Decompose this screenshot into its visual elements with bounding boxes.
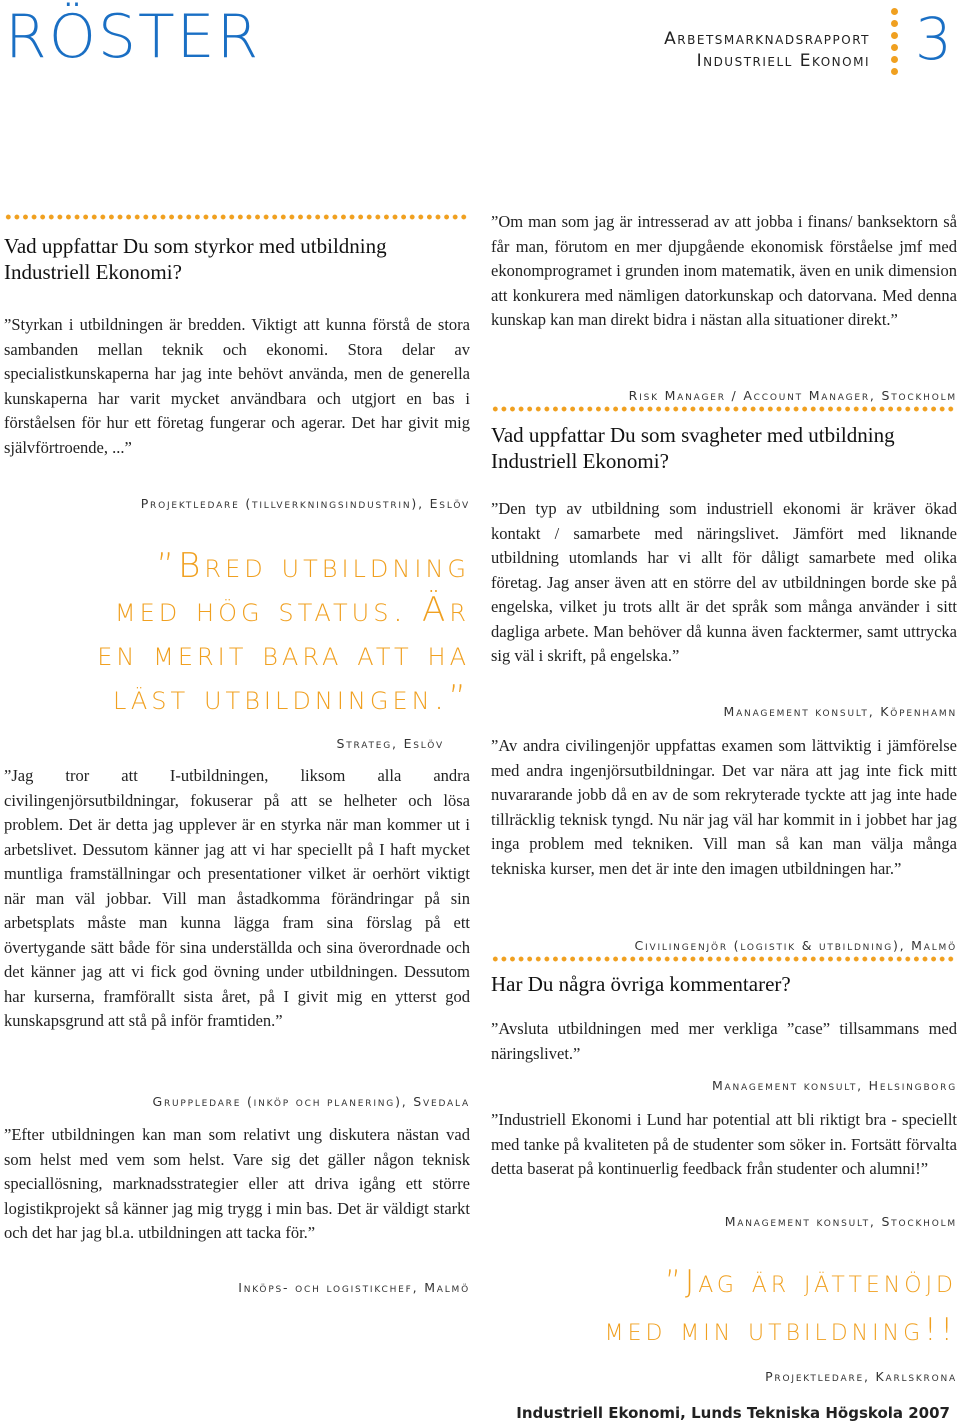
- pull-quote-line: med min utbildning!!: [604, 1312, 957, 1348]
- page-title: RÖSTER: [5, 2, 261, 72]
- pull-quote-line: läst utbildningen.”: [112, 678, 470, 718]
- answer-text: ”Avsluta utbildningen med mer verkliga ”case” tillsammans med näringslivet.”: [491, 1019, 957, 1063]
- question-strengths: Vad uppfattar Du som styrkor med utbildning Industriell Ekonomi?: [4, 234, 387, 284]
- dot-divider: [491, 406, 957, 412]
- quote-attribution: Projektledare, Karlskrona: [765, 1369, 957, 1384]
- pull-quote: [4, 544, 470, 720]
- pull-quote-line: ”Jag är jättenöjd: [665, 1264, 957, 1300]
- report-label-line1: Arbetsmarknadsrapport: [664, 29, 870, 49]
- question-other-comments: Har Du några övriga kommentarer?: [491, 972, 791, 996]
- answer-text: ”Om man som jag är intresserad av att jobba i finans/ banksektorn så får man, förutom en mer djupgående ekonomisk förståelse jmf med ekonomprogramet i grunden inom matematik, även en unik dimension att konkurera med nämligen datorkunskap och datorvana. Med denna kunskap kan man direkt bidra i nästan alla situationer direkt.”: [491, 212, 957, 329]
- quote-attribution: Inköps- och logistikchef, Malmö: [238, 1280, 470, 1295]
- answer-text: ”Av andra civilingenjör uppfattas examen som lättviktig i jämförelse med andra ingenjörsutbildningar. Det var nära att jag inte fick mitt nuvararande jobb då en av de som rekryterade tyckte att jag inte hade tillräcklig teknisk tyngd. Nu när jag väl har kommit in i jobbet har jag inga problem med tekniken. Vill man så kan man välja många tekniska kurser, men det är inte den imagen utbildningen har.”: [491, 736, 957, 878]
- answer-text: ”Jag tror att I-utbildningen, liksom alla andra civilingenjörsutbildningar, fokuserar på att se helheter och lösa problem. Det är detta jag upplever är en styrka när man kommer ut i arbetslivet. Dessutom känner jag att vi har speciellt på I haft mycket muntliga framställningar och presentationer vilket är oerhört viktigt när man väl jobbar. Vill man åstadkomma förändringar på sin arbetsplats måste man kunna lägga fram sina förslag på ett övertygande sätt både för sina underställda och sina överordnade och det känner jag att vi fick god övning under utbildningen. Dessutom har kurserna, framförallt sista året, på I givit mig en ytterst god kunskapsgrund att stå på inför framtiden.”: [4, 766, 470, 1030]
- dot-divider-vertical: [888, 8, 902, 80]
- answer-text: ”Den typ av utbildning som industriell ekonomi är kräver ökad kontakt / samarbete med näringslivet. Jämfört med liknande utbildning utomlands har vi allt för dåligt samarbete med olika företag. Jag anser även att en större del av utbildningen borde ske på engelska, vilket ju trots allt är det språk som många använder i sitt dagliga arbete. Man behöver då kunna även facktermer, samt uttrycka sig väl i skrift, på engelska.”: [491, 499, 957, 665]
- pull-quote-line: en merit bara att ha: [97, 634, 470, 674]
- quote-attribution: Strateg, Eslöv: [336, 736, 444, 751]
- dot-divider: [491, 956, 957, 962]
- quote-attribution: Management konsult, Köpenhamn: [723, 704, 957, 719]
- report-label: [664, 28, 870, 72]
- quote-attribution: Management konsult, Helsingborg: [711, 1078, 957, 1093]
- answer-text: ”Industriell Ekonomi i Lund har potential att bli riktigt bra - speciellt med tanke på kvaliteten på de studenter som söker in. Fortsätt förvalta detta baserat på kontinuerlig feedback från studenter och alumni!”: [491, 1110, 957, 1178]
- quote-attribution: Projektledare (tillverkningsindustrin), Eslöv: [140, 496, 470, 511]
- page-footer: Industriell Ekonomi, Lunds Tekniska Högskola 2007: [516, 1404, 950, 1422]
- question-weaknesses: Vad uppfattar Du som svagheter med utbildning Industriell Ekonomi?: [491, 423, 895, 473]
- answer-text: ”Efter utbildningen kan man som relativt ung diskutera nästan vad som helst med vem som helst. Vare sig det gäller någon teknisk speciallösning, marknadsstrategier eller att driva igång ett större logistikprojekt så känner jag mig trygg i min bas. Det är väldigt starkt och det har jag bl.a. utbildningen att tacka för.”: [4, 1125, 470, 1242]
- quote-attribution: Management konsult, Stockholm: [724, 1214, 957, 1229]
- pull-quote-line: med hög status. Är: [114, 590, 470, 630]
- pull-quote-line: ”Bred utbildning: [156, 546, 470, 586]
- quote-attribution: Risk Manager / Account Manager, Stockholm: [628, 388, 957, 403]
- quote-attribution: Civilingenjör (logistik & utbildning), Malmö: [634, 938, 957, 953]
- quote-attribution: Gruppledare (inköp och planering), Svedala: [152, 1094, 470, 1109]
- answer-text: ”Styrkan i utbildningen är bredden. Viktigt att kunna förstå de stora sambanden mellan teknik och ekonomi. Stora delar av specialistkunskaperna har jag inte behövt använda, men de generella kunskaperna har varit mycket användbara och utgjort en bas i förståelsen för hur ett företag fungerar och agerar. Det har givit mig självförtroende, ...”: [4, 315, 470, 457]
- pull-quote: [491, 1258, 957, 1354]
- page-number: 3: [915, 5, 952, 73]
- report-label-line2: Industriell Ekonomi: [696, 51, 870, 71]
- dot-divider: [4, 214, 470, 220]
